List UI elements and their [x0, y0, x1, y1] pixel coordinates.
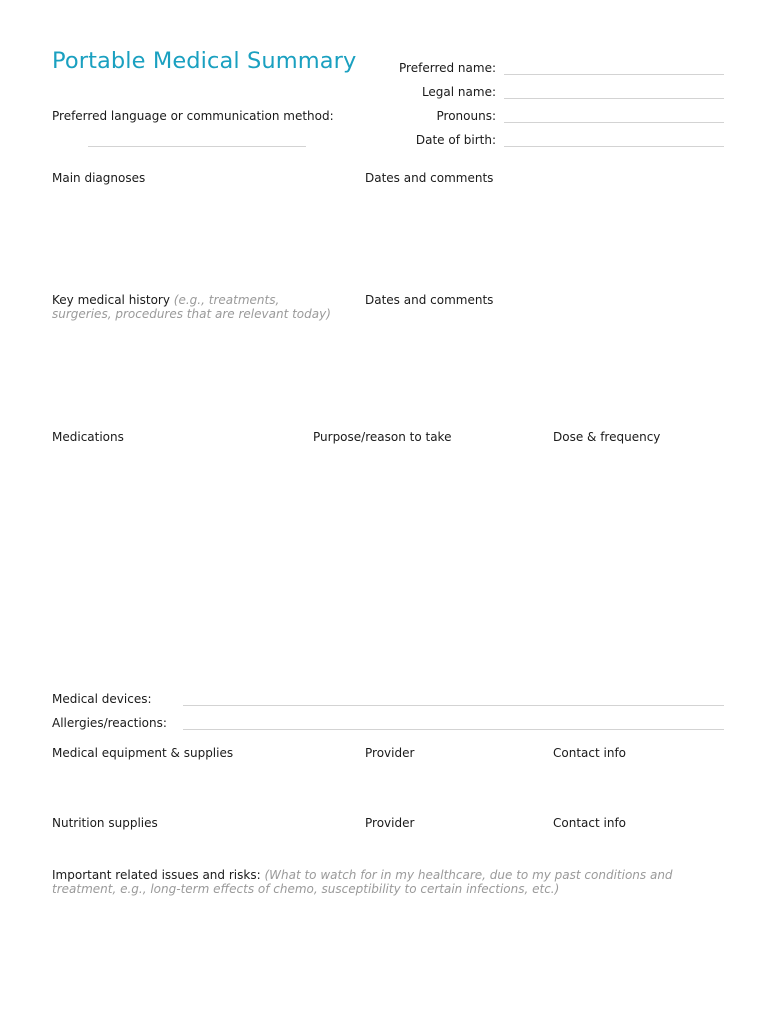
equipment-contact-label: Contact info: [553, 746, 627, 760]
medical-devices-field[interactable]: [183, 705, 724, 706]
medications-purpose-label: Purpose/reason to take: [313, 430, 452, 444]
pronouns-label: Pronouns:: [436, 109, 496, 123]
medical-history-title: Key medical history: [52, 293, 170, 307]
medications-label: Medications: [52, 430, 124, 444]
allergies-label: Allergies/reactions:: [52, 716, 167, 730]
medications-dose-label: Dose & frequency: [553, 430, 661, 444]
legal-name-field[interactable]: [504, 98, 724, 99]
preferred-name-label: Preferred name:: [399, 61, 496, 75]
pronouns-field[interactable]: [504, 122, 724, 123]
legal-name-label: Legal name:: [421, 85, 496, 99]
allergies-field[interactable]: [183, 729, 724, 730]
issues-label: [52, 868, 724, 896]
medical-history-label: [52, 293, 342, 321]
nutrition-label: Nutrition supplies: [52, 816, 158, 830]
equipment-provider-label: Provider: [365, 746, 415, 760]
medical-devices-label: Medical devices:: [52, 692, 152, 706]
main-diagnoses-label: Main diagnoses: [52, 171, 146, 185]
issues-title: Important related issues and risks:: [52, 868, 261, 882]
preferred-language-field[interactable]: [88, 146, 306, 147]
nutrition-contact-label: Contact info: [553, 816, 627, 830]
page-title: Portable Medical Summary: [52, 48, 357, 74]
diagnoses-dates-label: Dates and comments: [365, 171, 494, 185]
history-dates-label: Dates and comments: [365, 293, 494, 307]
preferred-name-field[interactable]: [504, 74, 724, 75]
issues-hint: (What to watch for in my healthcare, due to my past conditions and treatment, e.g., long-term effects of chemo, susceptibility to certain infections, etc.): [52, 868, 673, 896]
medical-history-hint: (e.g., treatments, surgeries, procedures that are relevant today): [52, 293, 331, 321]
date-of-birth-label: Date of birth:: [415, 133, 496, 147]
equipment-label: Medical equipment & supplies: [52, 746, 234, 760]
date-of-birth-field[interactable]: [504, 146, 724, 147]
preferred-language-label: Preferred language or communication method:: [52, 109, 334, 123]
nutrition-provider-label: Provider: [365, 816, 415, 830]
